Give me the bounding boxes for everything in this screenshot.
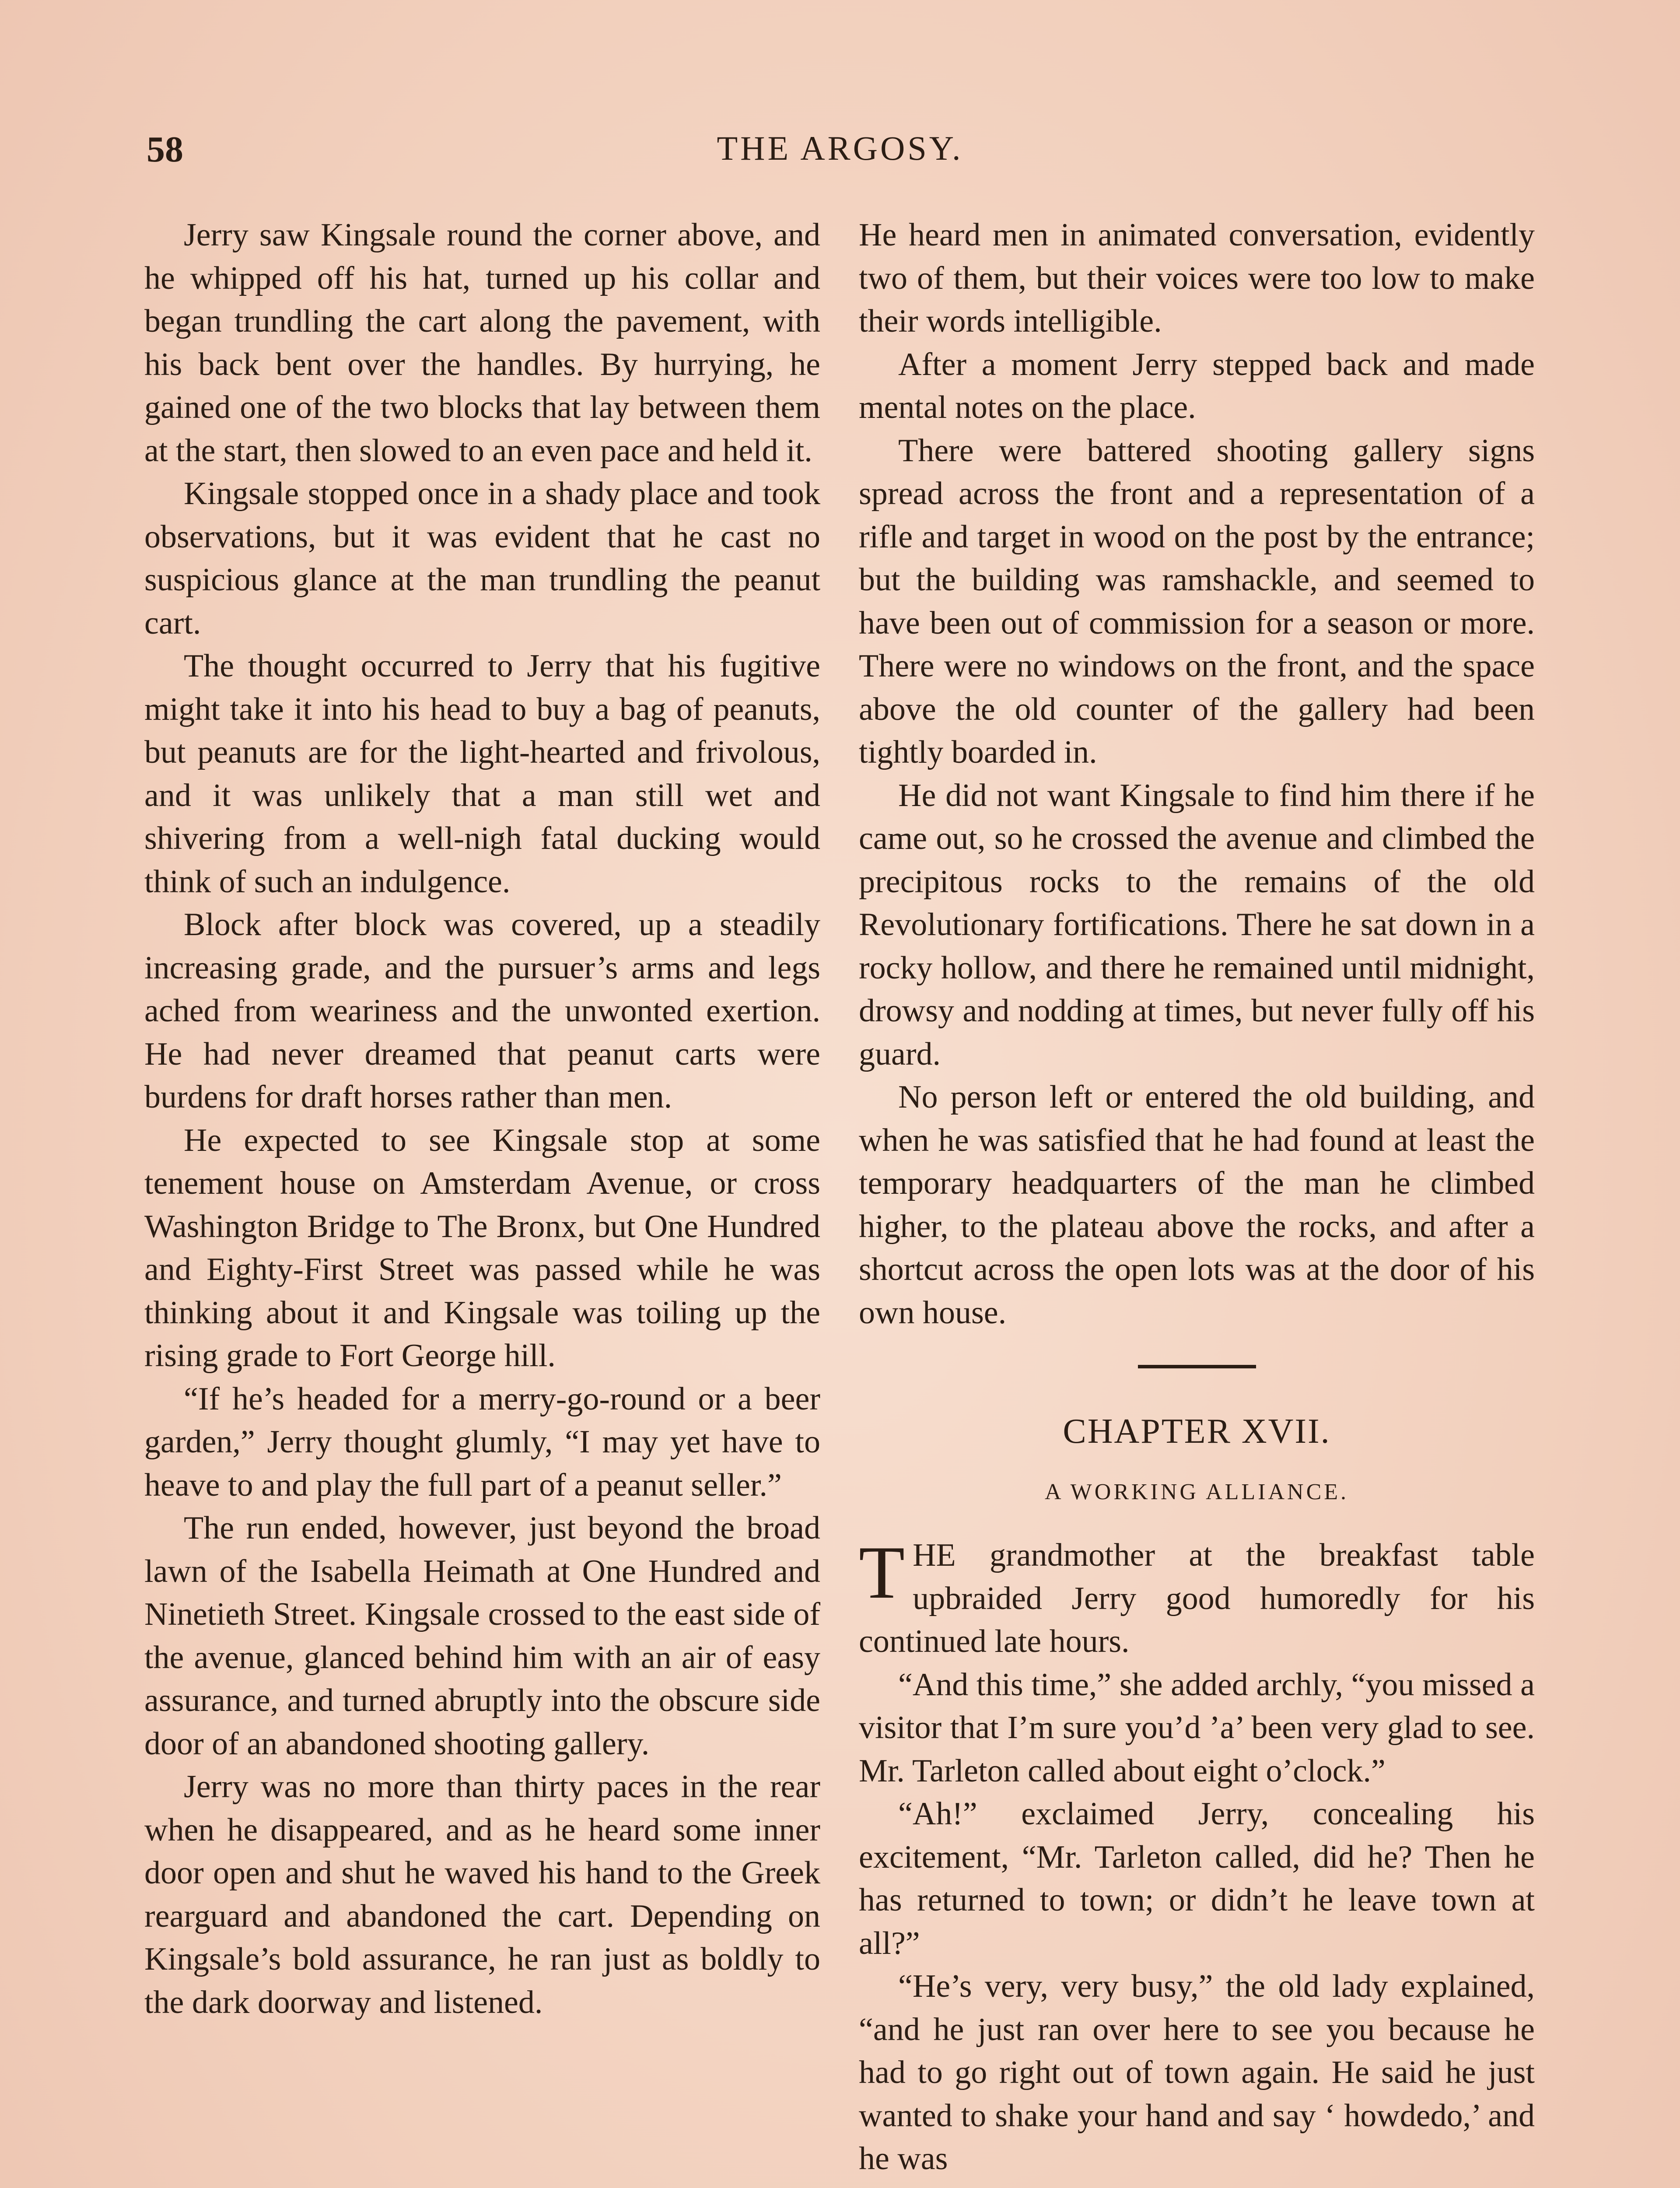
paragraph: There were battered shooting gallery signs spread across the front and a representation of a rifle and target in wood on the post by the entrance; but the building was ramshackle, and seemed to have been out of commission for a season or more. There were no windows on the front, and the space above the old counter of the gallery had been tightly boarded in. (859, 432, 1535, 770)
drop-cap: T (859, 1531, 905, 1614)
chapter-subtitle: A WORKING ALLIANCE. (1044, 1480, 1349, 1504)
left-column (144, 214, 820, 2024)
opening-text: HE grandmother at the breakfast table upbraided Jerry good humoredly for his continued late hours. (859, 1537, 1535, 1659)
paragraph: The thought occurred to Jerry that his fugitive might take it into his head to buy a bag of peanuts, but peanuts are for the light-hearted and frivolous, and it was unlikely that a man still wet and shivering from a well-nigh fatal ducking would think of such an indulgence. (144, 648, 820, 900)
paragraph: “And this time,” she added archly, “you missed a visitor that I’m sure you’d ’a’ been very glad to see. Mr. Tarleton called about eight o’clock.” (859, 1666, 1535, 1789)
page-number: 58 (147, 129, 183, 170)
section-divider-rule (1138, 1365, 1256, 1368)
paragraph: Block after block was covered, up a steadily increasing grade, and the pursuer’s arms and legs ached from weariness and the unwonted exertion. He had never dreamed that peanut carts were burdens for draft horses rather than men. (144, 907, 820, 1115)
paragraph: Jerry saw Kingsale round the corner above, and he whipped off his hat, turned up his collar and began trundling the cart along the pavement, with his back bent over the handles. By hurrying, he gained one of the two blocks that lay between them at the start, then slowed to an even pace and held it. (144, 217, 820, 469)
paragraph: He expected to see Kingsale stop at some tenement house on Amsterdam Avenue, or cross Washington Bridge to The Bronx, but One Hundred and Eighty-First Street was passed while he was thinking about it and Kingsale was toiling up the rising grade to Fort George hill. (144, 1122, 820, 1374)
paragraph: The run ended, however, just beyond the broad lawn of the Isabella Heimath at One Hundred and Ninetieth Street. Kingsale crossed to the east side of the avenue, glanced behind him with an air of easy assurance, and turned abruptly into the obscure side door of an abandoned shooting gallery. (144, 1510, 820, 1762)
paragraph: “If he’s headed for a merry-go-round or a beer garden,” Jerry thought glumly, “I may yet have to heave to and play the full part of a peanut seller.” (144, 1381, 820, 1503)
chapter-opening-paragraph (859, 1531, 1535, 1663)
paragraph: Jerry was no more than thirty paces in the rear when he disappeared, and as he heard some inner door open and shut he waved his hand to the Greek rearguard and abandoned the cart. Depending on Kingsale’s bold assurance, he ran just as boldly to the dark doorway and listened. (144, 1769, 820, 2020)
paragraph: No person left or entered the old building, and when he was satisfied that he had found at least the temporary headquarters of the man he climbed higher, to the plateau above the rocks, and after a shortcut across the open lots was at the door of his own house. (859, 1079, 1535, 1331)
paragraph: “He’s very, very busy,” the old lady explained, “and he just ran over here to see you because he had to go right out of town again. He said he just wanted to shake your hand and say ‘ howdedo,’ and he was (859, 1968, 1535, 2177)
paragraph-continued: He heard men in animated conversation, evidently two of them, but their voices were too low to make their words intelligible. (859, 217, 1535, 339)
chapter-title: CHAPTER XVII. (1063, 1412, 1331, 1451)
paragraph: He did not want Kingsale to find him there if he came out, so he crossed the avenue and climbed the precipitous rocks to the remains of the old Revolutionary fortifications. There he sat down in a rocky hollow, and there he remained until midnight, drowsy and nodding at times, but never fully off his guard. (859, 777, 1535, 1072)
right-column (859, 214, 1535, 2181)
running-head: THE ARGOSY. (717, 129, 963, 167)
paragraph: “Ah!” exclaimed Jerry, concealing his excitement, “Mr. Tarleton called, did he? Then he has returned to town; or didn’t he leave town at all?” (859, 1796, 1535, 1961)
paragraph: Kingsale stopped once in a shady place and took observations, but it was evident that he cast no suspicious glance at the man trundling the peanut cart. (144, 476, 820, 641)
page-header (0, 0, 1680, 184)
paragraph: After a moment Jerry stepped back and made mental notes on the place. (859, 346, 1535, 425)
